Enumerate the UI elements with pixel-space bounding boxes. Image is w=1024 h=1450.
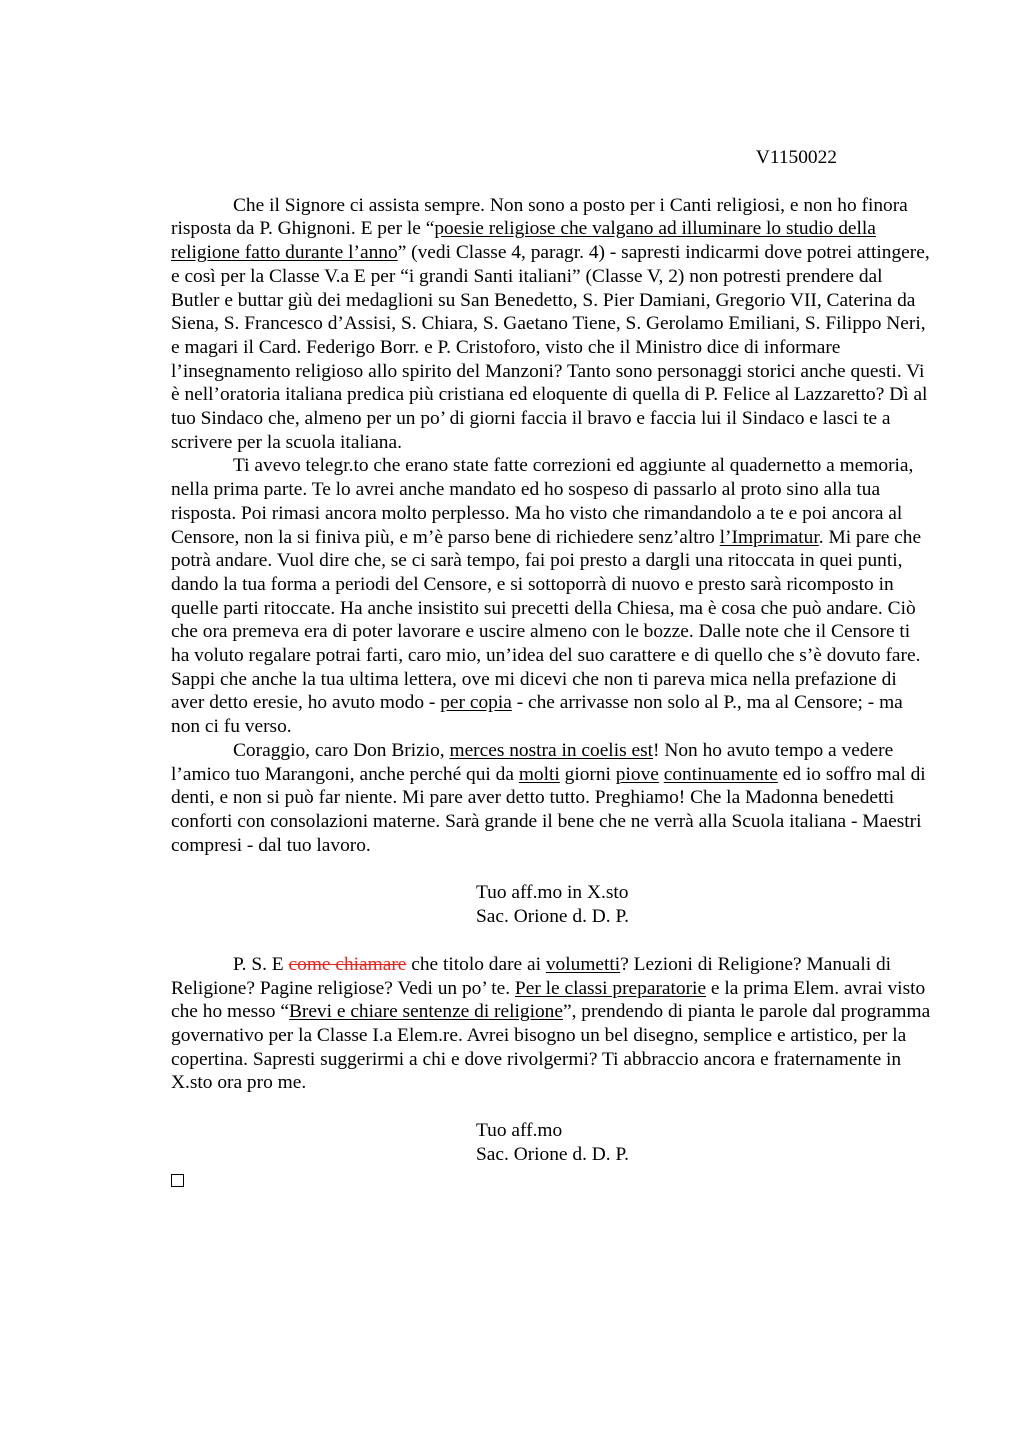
paragraph-1: [171, 194, 931, 455]
text-run: Ti avevo telegr.to che erano state fatte correzioni ed aggiunte al quadernetto a memoria, nella prima parte. Te lo avrei anche mandato ed ho sospeso di passarlo al proto sino alla tua risposta. Poi rimasi ancora molto perplesso. Ma ho visto che rimandandolo a te e poi ancora al Censore, non la si finiva più, e m’è parso bene di richiedere senz’altro: [171, 455, 914, 548]
text-run: ? Lezioni di Religione? Manuali di Religione? Pagine religiose? Vedi un po’ te.: [171, 953, 892, 999]
signature-closing: Tuo aff.mo in X.sto: [476, 882, 629, 904]
text-run: e la prima Elem. avrai visto che ho messo “: [171, 977, 926, 1023]
document-id: V1150022: [755, 147, 837, 168]
text-run: giorni: [559, 763, 616, 785]
underlined-text: volumetti: [545, 953, 621, 975]
underlined-text: poesie religiose che valgano ad illuminare lo studio della religione fatto durante l’anno: [171, 218, 876, 264]
text-run: che titolo dare ai: [406, 953, 546, 975]
text-run: ” (vedi Classe 4, paragr. 4) - sapresti indicarmi dove potrei attingere, e così per la Classe V.a E per “i grandi Santi italiani” (Classe V, 2) non potresti prendere dal Butler e buttar giù dei medaglioni su San Benedetto, S. Pier Damiani, Gregorio VII, Caterina da Siena, S. Francesco d’Assisi, S. Chiara, S. Gaetano Tiene, S. Gerolamo Emiliani, S. Filippo Neri, e magari il Card. Federigo Borr. e P. Cristoforo, visto che il Ministro dice di informare l’insegnamento religioso allo spirito del Manzoni? Tanto sono personaggi storici anche questi. Vi è nell’oratoria italiana predica più cristiana ed eloquente di quella di P. Felice al Lazzaretto? Dì al tuo Sindaco che, almeno per un po’ di giorni faccia il bravo e faccia lui il Sindaco e lasci te a scrivere per la scuola italiana.: [171, 242, 930, 453]
signature-name: Sac. Orione d. D. P.: [476, 906, 629, 928]
signature-name: Sac. Orione d. D. P.: [476, 1143, 629, 1165]
signature-block-1: [476, 881, 931, 928]
postscript: [171, 953, 931, 1095]
spacer: [171, 857, 931, 881]
underlined-text: Per le classi preparatorie: [514, 977, 707, 999]
text-run: . Mi pare che potrà andare. Vuol dire che, se ci sarà tempo, fai poi presto a dargli una ritoccata in quei punti, dando la tua forma a periodi del Censore, e si sottoporrà di nuovo e presto sarà ricomposto in quelle parti ritoccate. Ha anche insistito sui precetti della Chiesa, ma è cosa che può andare. Ciò che ora premeva era di poter lavorare e uscire almeno con le bozze. Dalle note che il Censore ti ha voluto regalare potrai farti, caro mio, un’idea del suo carattere e di quello che s’è dovuto fare. Sappi che anche la tua ultima lettera, ove mi dicevi che non ti pareva mica nella prefazione di aver detto eresie, ho avuto modo -: [171, 526, 922, 714]
underlined-text: continuamente: [663, 763, 778, 785]
text-run: ”, prendendo di pianta le parole dal programma governativo per la Classe I.a Elem.re. Avrei bisogno un bel disegno, semplice e artistico, per la copertina. Sapresti suggerirmi a chi e dove rivolgermi? Ti abbraccio ancora e fraternamente in X.sto ora pro me.: [171, 1001, 931, 1094]
underlined-text: molti: [518, 763, 560, 785]
paragraph-2: [171, 454, 931, 738]
underlined-text: piove: [615, 763, 659, 785]
signature-closing: Tuo aff.mo: [476, 1120, 563, 1142]
text-run: ! Non ho avuto tempo a vedere l’amico tuo Marangoni, anche perché qui da: [171, 739, 894, 785]
text-run: P. S. E: [233, 953, 289, 975]
struck-text: come chiamare: [288, 953, 407, 975]
signature-block-2: [476, 1119, 931, 1166]
underlined-text: Brevi e chiare sentenze di religione: [288, 1001, 563, 1023]
underlined-text: merces nostra in coelis est: [449, 739, 654, 761]
underlined-text: l’Imprimatur: [719, 526, 819, 548]
text-run: Che il Signore ci assista sempre. Non sono a posto per i Canti religiosi, e non ho finora risposta da P. Ghignoni. E per le “: [171, 194, 908, 240]
text-run: Coraggio, caro Don Brizio,: [233, 739, 450, 761]
paragraph-3: [171, 739, 931, 858]
text-run: ed io soffro mal di denti, e non si può far niente. Mi pare aver detto tutto. Preghiamo! Che la Madonna benedetti conforti con consolazioni materne. Sarà grande il bene che ne verrà alla Scuola italiana - Maestri compresi - dal tuo lavoro.: [171, 763, 926, 856]
letter-page: [171, 146, 931, 1187]
spacer: [171, 929, 931, 953]
square-outline-icon: [171, 1174, 184, 1187]
text-run: - che arrivasse non solo al P., ma al Censore; - ma non ci fu verso.: [171, 692, 903, 738]
spacer: [171, 1095, 931, 1119]
underlined-text: per copia: [440, 692, 512, 714]
